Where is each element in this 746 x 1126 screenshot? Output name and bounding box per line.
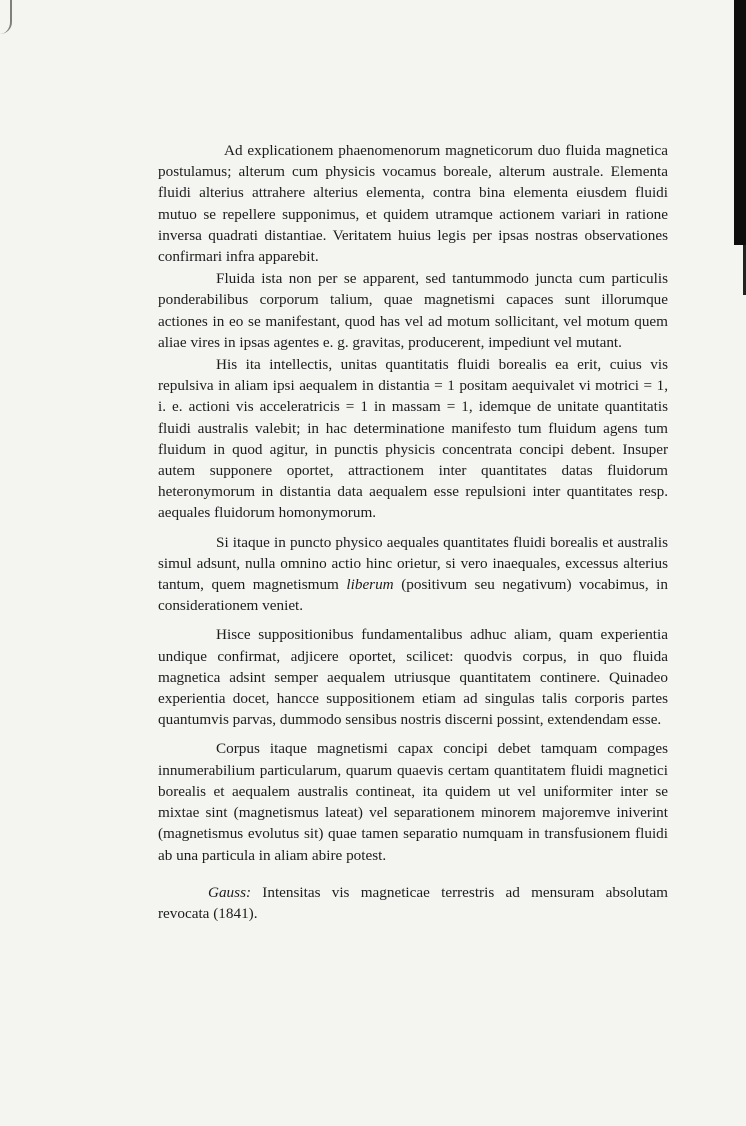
paragraph-6: Corpus itaque magnetismi capax concipi debet tamquam compages innumerabilium particularum, quarum quaevis certam quantitatem fluidi magnetici borealis et aequalem australis contineat, ita quidem ut vel uniformiter inter se mixtae sint (magnetismus lateat) vel separationem minorem majoremve iniverint (magnetismus evolutus sit) quae tamen separatio numquam in transfusionem fluidi ab una particula in aliam abire potest. [158, 740, 668, 864]
paragraph-5: Hisce suppositionibus fundamentalibus adhuc aliam, quam experientia undique confirmat, adjicere oportet, scilicet: quodvis corpus, in quo fluida magnetica adsint semper aequalem utriusque quantitatem continere. Quinadeo experientia docet, hancce suppositionem etiam ad singulas talis corporis partes quantumvis parvas, dummodo sensibus nostris discerni possint, extendendam esse. [158, 626, 668, 729]
body-text [158, 140, 668, 924]
footnote-author: Gauss: [208, 883, 252, 901]
footnote-text: Intensitas vis magneticae terrestris ad mensuram absolutam revocata (1841). [158, 883, 668, 922]
page-edge-shadow [734, 0, 746, 245]
paragraph-4-end: (positivum seu negativum) vocabimus, in considerationem veniet. [158, 576, 668, 615]
footnote [158, 882, 668, 924]
page-corner-shadow [0, 0, 12, 34]
paragraph-4 [158, 532, 668, 617]
paragraph-2: Fluida ista non per se apparent, sed tantummodo juncta cum particulis ponderabilibus corporum talium, quae magnetismi capaces sunt illorumque actiones in eo se manifestant, quod has vel ad motum sollicitant, vel motum quem aliae vires in ipsas agentes e. g. gravitas, producerent, impediunt vel mutant. [158, 270, 668, 351]
paragraph-3: His ita intellectis, unitas quantitatis fluidi borealis ea erit, cuius vis repulsiva in aliam ipsi aequalem in distantia = 1 positam aequivalet vi motrici = 1, i. e. actioni vis acceleratricis = 1 in massam = 1, idemque de unitate quantitatis fluidi australis valebit; in hac determinatione manifesto tum fluidum agens tum fluidum in quod agitur, in punctis physicis concentrata concipi debent. Insuper autem supponere oportet, attractionem inter quantitates datas fluidorum heteronymorum in distantia data aequalem esse repulsioni inter quantitates resp. aequales fluidorum homonymorum. [158, 356, 668, 522]
paragraph-4-start: Si itaque in puncto physico aequales quantitates fluidi borealis et australis simul adsunt, nulla omnino actio hinc orietur, si vero inaequales, excessus alterius tantum, quem magnetismum [158, 533, 668, 594]
paragraph-1: Ad explicationem phaenomenorum magneticorum duo fluida magnetica postulamus; alterum cum physicis vocamus boreale, alterum australe. Elementa fluidi alterius attrahere alterius elementa, contra bina elementa eiusdem fluidi mutuo se repellere supponimus, et quidem utramque actionem variari in ratione inversa quadrati distantiae. Veritatem huius legis per ipsas nostras observationes confirmari infra apparebit. [158, 142, 668, 266]
paragraph-4-italic: liberum [346, 576, 394, 594]
